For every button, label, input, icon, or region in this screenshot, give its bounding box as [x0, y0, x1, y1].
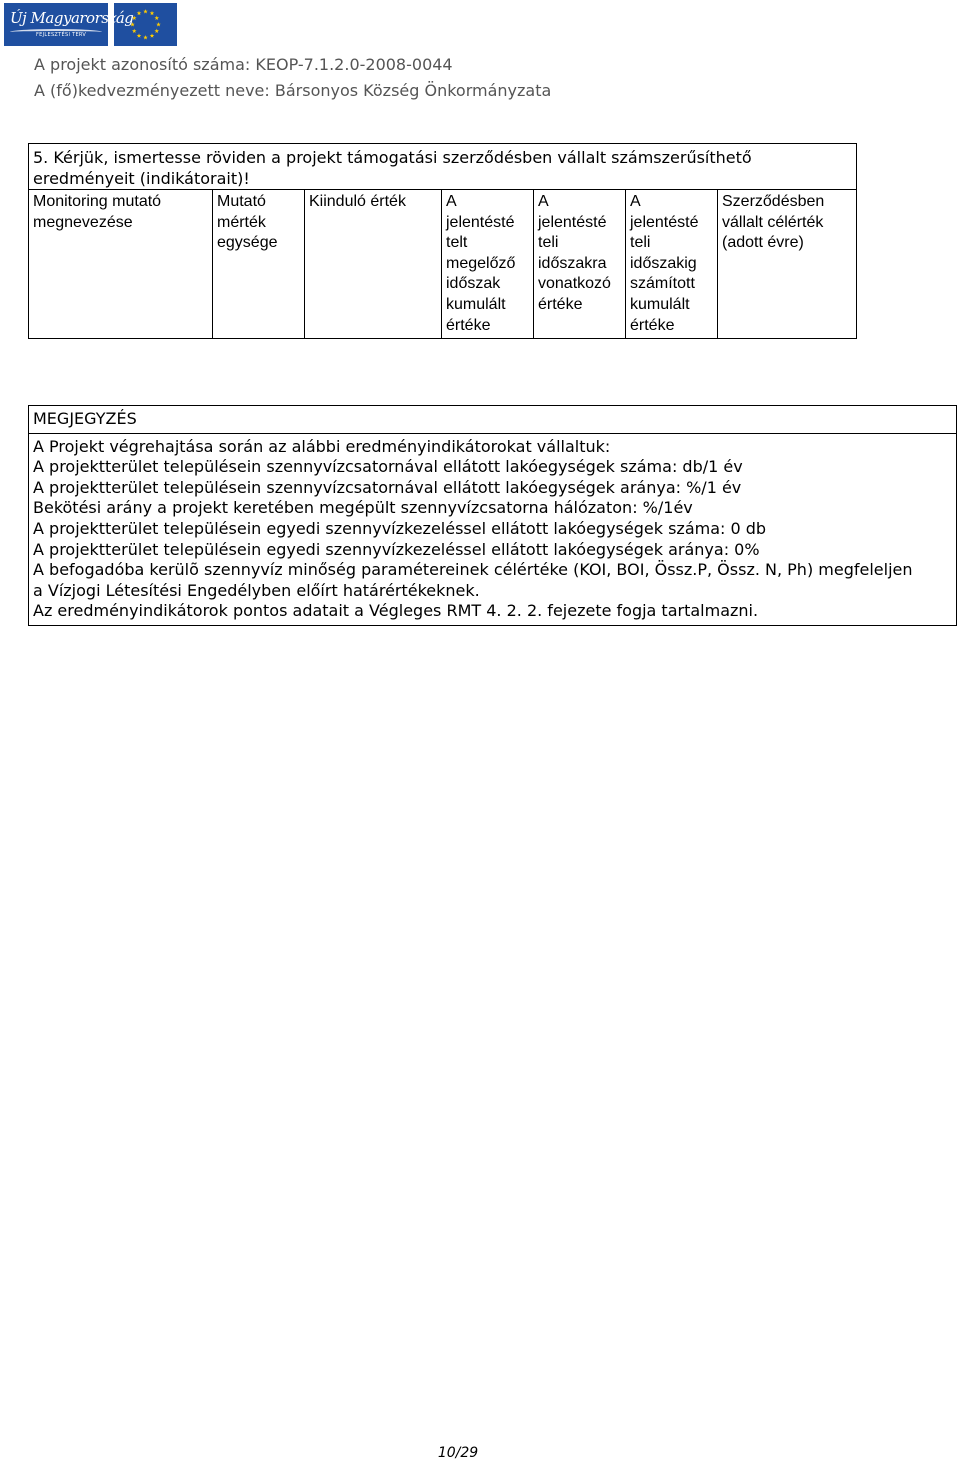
eu-star: [156, 22, 161, 26]
header-line: teli: [538, 234, 559, 252]
eu-star: [137, 33, 142, 37]
header-line: Mutató: [217, 193, 266, 210]
indicator-header-row: [29, 190, 857, 339]
header-line: Szerződésben: [722, 193, 825, 210]
header-line: számított: [630, 275, 695, 293]
note-line: A projektterület településein szennyvízcsatornával ellátott lakóegységek száma: db/1 év: [33, 457, 743, 477]
note-line: A projektterület településein egyedi szennyvízkezeléssel ellátott lakóegységek száma: 0 db: [33, 518, 767, 538]
col-unit: [213, 190, 305, 339]
note-line: A projektterület településein egyedi szennyvízkezeléssel ellátott lakóegységek aránya: 0%: [33, 539, 760, 559]
eu-star: [150, 33, 155, 37]
header-line: megelőző: [446, 254, 516, 272]
page-number: 10/29: [437, 1445, 479, 1461]
header-line: A: [538, 193, 549, 210]
uj-magyarorszag-logo: [4, 3, 134, 46]
header-line: kumulált: [446, 295, 506, 313]
logo-text: Új Magyarország: [10, 9, 134, 27]
col-target-value: [718, 190, 857, 339]
header-logos: [4, 3, 177, 47]
note-line: A Projekt végrehajtása során az alábbi eredményindikátorokat vállaltuk:: [33, 436, 611, 456]
note-line: A projektterület településein szennyvízcsatornával ellátott lakóegységek aránya: %/1 év: [33, 477, 742, 497]
col-baseline: [305, 190, 442, 339]
eu-star: [154, 29, 159, 33]
header-line: időszakra: [538, 254, 607, 272]
note-title: MEGJEGYZÉS: [29, 406, 957, 434]
header-line: időszakig: [630, 254, 697, 272]
header-line: értéke: [630, 316, 675, 334]
header-line: megnevezése: [33, 213, 133, 231]
header-line: jelentésté: [538, 213, 607, 231]
logo-subtext: FEJLESZTÉSI TERV: [36, 32, 87, 38]
header-line: kumulált: [630, 295, 690, 313]
header-line: (adott évre): [722, 234, 804, 252]
header-line: értéke: [446, 316, 491, 334]
eu-star: [132, 29, 137, 33]
header-line: A: [446, 193, 457, 210]
project-id: A projekt azonosító száma: KEOP-7.1.2.0-2008-0044: [34, 55, 453, 74]
header-line: értéke: [538, 295, 583, 313]
header-line: telt: [446, 234, 468, 252]
header-line: A: [630, 193, 641, 210]
eu-star: [137, 11, 142, 15]
note-line: Bekötési arány a projekt keretében megépült szennyvízcsatorna hálózaton: %/1év: [33, 498, 693, 518]
header-line: mérték: [217, 213, 266, 231]
col-monitoring-name: [29, 190, 213, 339]
col-period-value: [534, 190, 626, 339]
note-body: [29, 433, 957, 625]
header-line: vonatkozó: [538, 275, 611, 293]
header-line: vállalt célérték: [722, 213, 824, 231]
note-line: a Vízjogi Létesítési Engedélyben előírt határértékeknek.: [33, 580, 480, 600]
beneficiary-name: A (fő)kedvezményezett neve: Bársonyos Község Önkormányzata: [34, 81, 552, 100]
note-line: Az eredményindikátorok pontos adatait a Végleges RMT 4. 2. 2. fejezete fogja tartalmazni.: [33, 601, 759, 621]
indicator-question: 5. Kérjük, ismertesse röviden a projekt támogatási szerződésben vállalt számszerűsíthető eredményeit (indikátorait)!: [29, 144, 857, 190]
header-line: teli: [630, 234, 651, 252]
note-line: A befogadóba kerülõ szennyvíz minőség paramétereinek célértéke (KOI, BOI, Össz.P, Össz. N, Ph) megfeleljen: [33, 560, 913, 580]
header-line: Monitoring mutató: [33, 193, 162, 210]
header-line: egysége: [217, 234, 278, 252]
header-line: időszak: [446, 275, 501, 293]
col-previous-cumulative: [442, 190, 534, 339]
header-line: jelentésté: [630, 213, 699, 231]
eu-star: [143, 35, 148, 39]
col-cumulative-value: [626, 190, 718, 339]
note-table: [28, 405, 957, 626]
eu-star: [143, 9, 148, 13]
header-line: jelentésté: [446, 213, 515, 231]
eu-star: [150, 11, 155, 15]
header-line: Kiinduló érték: [309, 193, 406, 210]
eu-star: [154, 16, 159, 20]
indicator-table: [28, 143, 857, 339]
